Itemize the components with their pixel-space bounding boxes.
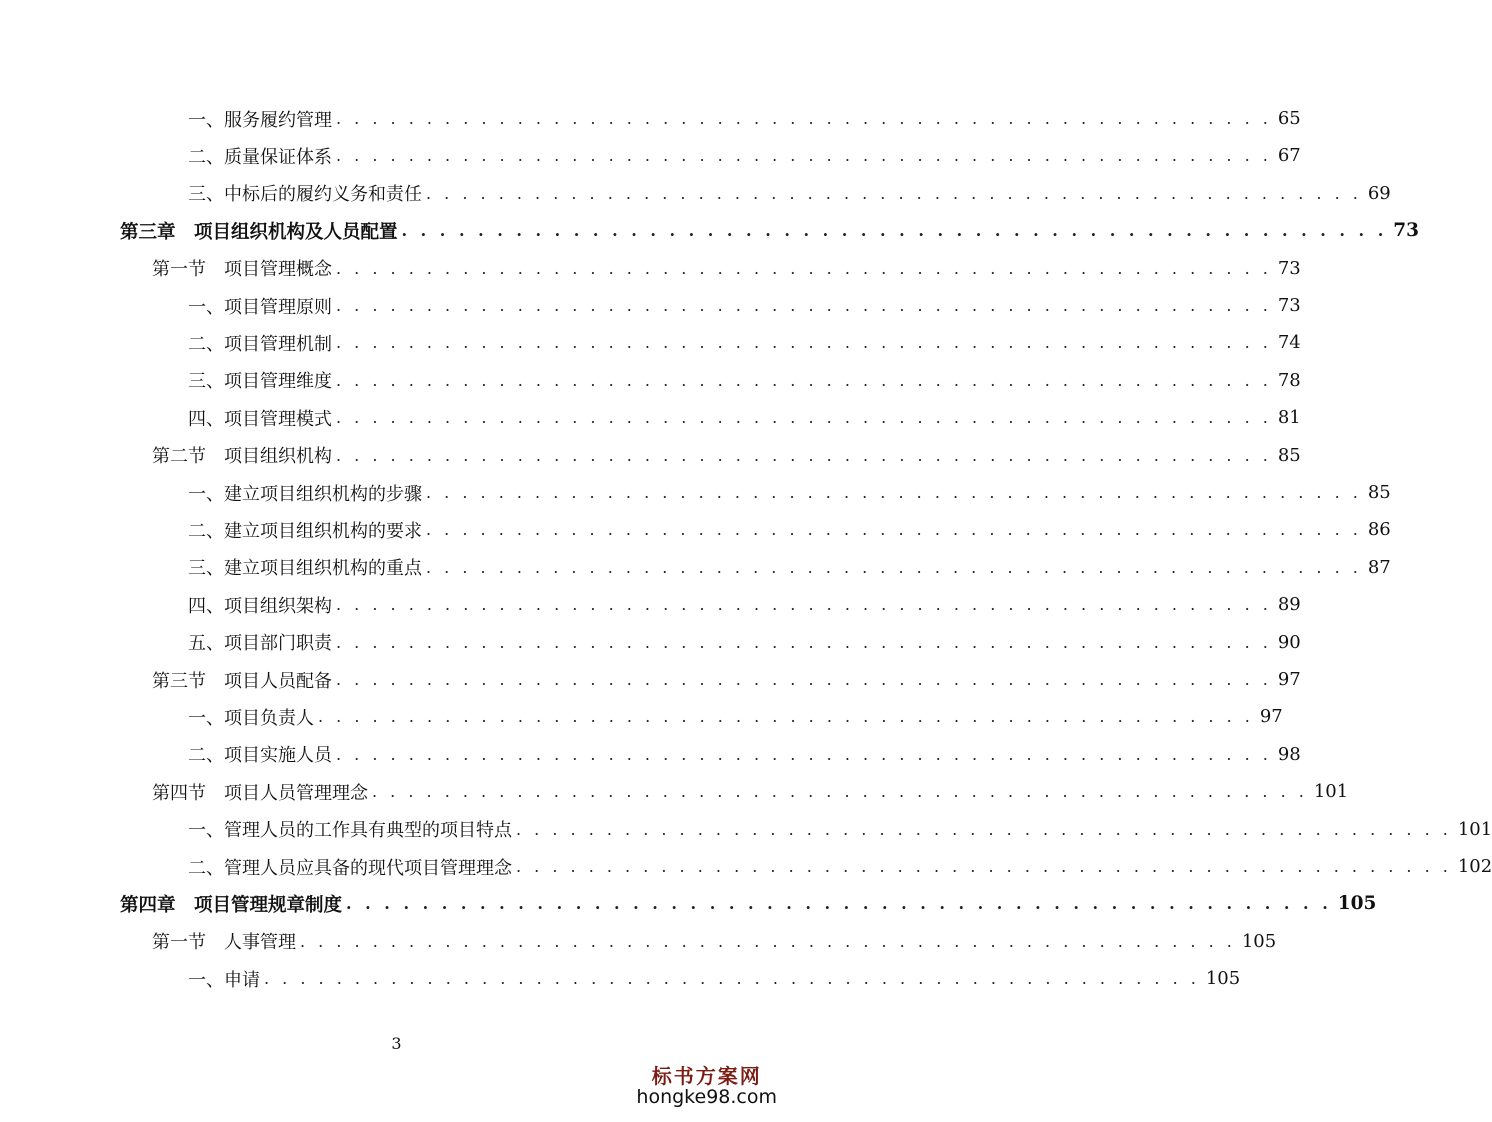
toc-entry-label: 三、建立项目组织机构的重点 [188, 558, 422, 580]
watermark-url: hongke98.com [636, 1086, 777, 1109]
toc-dot-leader: . . . . . . . . . . . . . . . . . . . . . . . . . . . . . . . . . . . . . . . . . . . . . . . . . . . . [336, 333, 1272, 353]
toc-section-entry[interactable] [152, 250, 1301, 287]
site-watermark [636, 1065, 777, 1108]
toc-entry-label: 五、项目部门职责 [188, 633, 332, 655]
toc-dot-leader: . . . . . . . . . . . . . . . . . . . . . . . . . . . . . . . . . . . . . . . . . . . . . . . . . . . . [264, 969, 1200, 989]
toc-section-entry[interactable] [152, 661, 1301, 698]
toc-entry-label: 一、服务履约管理 [188, 109, 332, 131]
toc-entry-page: 105 [1337, 893, 1377, 915]
toc-dot-leader: . . . . . . . . . . . . . . . . . . . . . . . . . . . . . . . . . . . . . . . . . . . . . . . . . . . . [336, 670, 1272, 689]
toc-dot-leader: . . . . . . . . . . . . . . . . . . . . . . . . . . . . . . . . . . . . . . . . . . . . . . . . . . . . [426, 557, 1362, 577]
toc-entry-page: 89 [1277, 594, 1301, 616]
toc-dot-leader: . . . . . . . . . . . . . . . . . . . . . . . . . . . . . . . . . . . . . . . . . . . . . . . . . . . . [516, 819, 1452, 839]
toc-entry-page: 90 [1277, 631, 1301, 653]
toc-entry-label: 第二节 项目组织机构 [152, 446, 332, 468]
toc-dot-leader: . . . . . . . . . . . . . . . . . . . . . . . . . . . . . . . . . . . . . . . . . . . . . . . . . . . . [336, 296, 1272, 315]
toc-subsection-entry[interactable] [188, 848, 1492, 885]
toc-entry-page: 67 [1277, 145, 1301, 167]
toc-entry-page: 73 [1277, 295, 1301, 316]
toc-entry-label: 第四节 项目人员管理理念 [152, 782, 368, 804]
toc-subsection-entry[interactable] [188, 586, 1301, 623]
toc-dot-leader: . . . . . . . . . . . . . . . . . . . . . . . . . . . . . . . . . . . . . . . . . . . . . . . . . . . . [516, 857, 1452, 876]
toc-subsection-entry[interactable] [188, 362, 1301, 399]
toc-entry-label: 四、项目组织架构 [188, 595, 332, 617]
toc-entry-label: 第三章 项目组织机构及人员配置 [120, 221, 398, 243]
toc-entry-page: 97 [1277, 669, 1301, 690]
toc-subsection-entry[interactable] [188, 698, 1283, 735]
toc-entry-page: 105 [1205, 968, 1241, 990]
toc-dot-leader: . . . . . . . . . . . . . . . . . . . . . . . . . . . . . . . . . . . . . . . . . . . . . . . . . . . . [336, 595, 1272, 615]
toc-section-entry[interactable] [152, 923, 1277, 960]
toc-dot-leader: . . . . . . . . . . . . . . . . . . . . . . . . . . . . . . . . . . . . . . . . . . . . . . . . . . . . [300, 931, 1236, 951]
toc-dot-leader: . . . . . . . . . . . . . . . . . . . . . . . . . . . . . . . . . . . . . . . . . . . . . . . . . . . . [336, 744, 1272, 764]
toc-entry-page: 65 [1277, 108, 1301, 129]
toc-entry-label: 二、建立项目组织机构的要求 [188, 520, 422, 542]
toc-dot-leader: . . . . . . . . . . . . . . . . . . . . . . . . . . . . . . . . . . . . . . . . . . . . . . . . . . . . [372, 782, 1308, 802]
toc-dot-leader: . . . . . . . . . . . . . . . . . . . . . . . . . . . . . . . . . . . . . . . . . . . . . . . . . . . . [401, 221, 1388, 241]
toc-dot-leader: . . . . . . . . . . . . . . . . . . . . . . . . . . . . . . . . . . . . . . . . . . . . . . . . . . . . [336, 408, 1272, 428]
toc-entry-label: 四、项目管理模式 [188, 408, 332, 430]
toc-entry-page: 87 [1367, 556, 1391, 578]
toc-entry-page: 105 [1241, 930, 1277, 952]
toc-section-entry[interactable] [152, 773, 1349, 810]
watermark-name: 标书方案网 [651, 1064, 762, 1089]
toc-subsection-entry[interactable] [188, 324, 1301, 361]
toc-entry-label: 一、项目负责人 [188, 707, 314, 729]
toc-entry-page: 85 [1277, 444, 1301, 466]
toc-dot-leader: . . . . . . . . . . . . . . . . . . . . . . . . . . . . . . . . . . . . . . . . . . . . . . . . . . . . [336, 370, 1272, 390]
toc-subsection-entry[interactable] [188, 811, 1492, 848]
toc-dot-leader: . . . . . . . . . . . . . . . . . . . . . . . . . . . . . . . . . . . . . . . . . . . . . . . . . . . . [336, 146, 1272, 166]
toc-subsection-entry[interactable] [188, 100, 1301, 137]
toc-entry-label: 二、项目实施人员 [188, 745, 332, 767]
toc-subsection-entry[interactable] [188, 399, 1301, 436]
toc-dot-leader: . . . . . . . . . . . . . . . . . . . . . . . . . . . . . . . . . . . . . . . . . . . . . . . . . . . . [426, 483, 1362, 502]
toc-entry-label: 第一节 人事管理 [152, 932, 296, 954]
toc-subsection-entry[interactable] [188, 549, 1391, 586]
toc-dot-leader: . . . . . . . . . . . . . . . . . . . . . . . . . . . . . . . . . . . . . . . . . . . . . . . . . . . . [336, 445, 1272, 465]
toc-entry-page: 69 [1367, 182, 1391, 204]
toc-entry-page: 101 [1313, 781, 1349, 803]
toc-section-entry[interactable] [152, 437, 1301, 474]
toc-entry-page: 81 [1277, 407, 1301, 429]
toc-subsection-entry[interactable] [188, 736, 1301, 773]
toc-entry-page: 85 [1367, 482, 1391, 503]
toc-dot-leader: . . . . . . . . . . . . . . . . . . . . . . . . . . . . . . . . . . . . . . . . . . . . . . . . . . . . [426, 183, 1362, 203]
toc-dot-leader: . . . . . . . . . . . . . . . . . . . . . . . . . . . . . . . . . . . . . . . . . . . . . . . . . . . . [336, 258, 1272, 278]
toc-entry-page: 74 [1277, 332, 1301, 354]
toc-entry-page: 86 [1367, 519, 1391, 541]
toc-entry-label: 一、管理人员的工作具有典型的项目特点 [188, 820, 512, 842]
toc-entry-label: 一、申请 [188, 969, 260, 991]
toc-entry-label: 二、管理人员应具备的现代项目管理理念 [188, 857, 512, 879]
toc-entry-label: 一、项目管理原则 [188, 296, 332, 318]
toc-entry-page: 78 [1277, 369, 1301, 391]
toc-subsection-entry[interactable] [188, 511, 1391, 548]
toc-subsection-entry[interactable] [188, 474, 1391, 511]
toc-entry-page: 73 [1393, 220, 1420, 242]
toc-subsection-entry[interactable] [188, 287, 1301, 324]
toc-entry-label: 三、项目管理维度 [188, 371, 332, 393]
toc-entry-label: 第三节 项目人员配备 [152, 670, 332, 692]
toc-entry-label: 一、建立项目组织机构的步骤 [188, 483, 422, 505]
toc-chapter-entry[interactable] [120, 212, 1420, 249]
toc-dot-leader: . . . . . . . . . . . . . . . . . . . . . . . . . . . . . . . . . . . . . . . . . . . . . . . . . . . . [336, 632, 1272, 652]
toc-entry-label: 二、质量保证体系 [188, 146, 332, 168]
toc-entry-page: 98 [1277, 743, 1301, 765]
toc-entry-page: 101 [1457, 818, 1492, 840]
toc-entry-page: 102 [1457, 856, 1492, 877]
toc-subsection-entry[interactable] [188, 960, 1241, 997]
toc-entry-label: 二、项目管理机制 [188, 333, 332, 355]
toc-entry-label: 三、中标后的履约义务和责任 [188, 184, 422, 206]
toc-dot-leader: . . . . . . . . . . . . . . . . . . . . . . . . . . . . . . . . . . . . . . . . . . . . . . . . . . . . [336, 109, 1272, 128]
page-number: 3 [391, 1034, 402, 1053]
toc-entry-page: 73 [1277, 257, 1301, 279]
toc-entry-page: 97 [1259, 706, 1283, 728]
toc-subsection-entry[interactable] [188, 137, 1301, 174]
toc-chapter-entry[interactable] [120, 885, 1377, 922]
toc-dot-leader: . . . . . . . . . . . . . . . . . . . . . . . . . . . . . . . . . . . . . . . . . . . . . . . . . . . . [426, 520, 1362, 540]
toc-entry-label: 第四章 项目管理规章制度 [120, 894, 343, 916]
toc-subsection-entry[interactable] [188, 624, 1301, 661]
toc-subsection-entry[interactable] [188, 175, 1391, 212]
toc-dot-leader: . . . . . . . . . . . . . . . . . . . . . . . . . . . . . . . . . . . . . . . . . . . . . . . . . . . . [346, 894, 1332, 914]
toc-dot-leader: . . . . . . . . . . . . . . . . . . . . . . . . . . . . . . . . . . . . . . . . . . . . . . . . . . . . [318, 707, 1254, 727]
toc-entry-label: 第一节 项目管理概念 [152, 259, 332, 281]
